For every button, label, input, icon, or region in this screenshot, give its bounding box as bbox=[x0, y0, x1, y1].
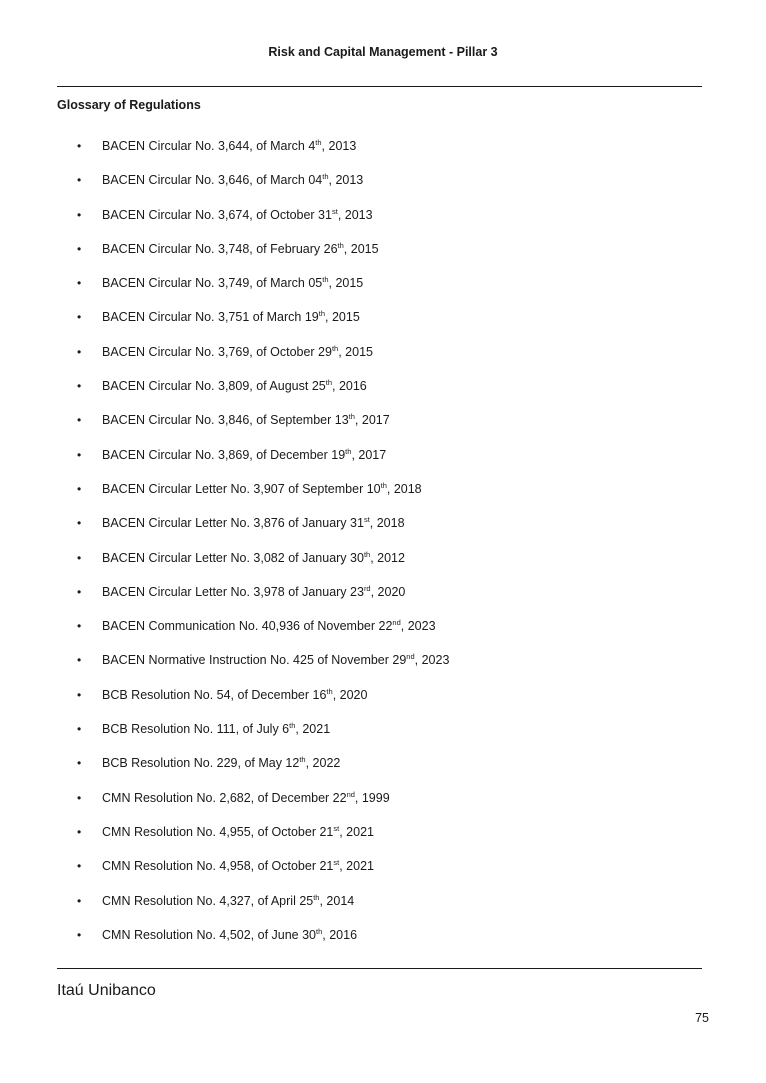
ordinal-suffix: th bbox=[348, 412, 355, 422]
ordinal-suffix: st bbox=[333, 858, 340, 868]
regulation-year: , 2018 bbox=[369, 516, 405, 531]
regulation-text bbox=[102, 515, 405, 531]
regulation-name: BACEN Circular No. 3,646, of March 04 bbox=[102, 173, 323, 188]
regulation-text bbox=[102, 721, 330, 737]
regulation-name: BACEN Circular No. 3,751 of March 19 bbox=[102, 310, 319, 325]
regulation-name: CMN Resolution No. 4,958, of October 21 bbox=[102, 859, 334, 874]
regulation-text bbox=[102, 275, 363, 291]
bullet-icon: • bbox=[77, 893, 82, 908]
bullet-icon: • bbox=[77, 139, 82, 153]
regulation-text bbox=[102, 378, 367, 394]
regulation-name: CMN Resolution No. 4,502, of June 30 bbox=[102, 927, 317, 942]
regulation-year: , 2023 bbox=[400, 619, 436, 634]
regulation-year: , 2022 bbox=[305, 756, 341, 771]
regulation-text bbox=[102, 412, 390, 428]
regulation-name: BACEN Circular No. 3,809, of August 25 bbox=[102, 379, 326, 394]
bullet-icon: • bbox=[77, 619, 82, 634]
regulation-text bbox=[102, 309, 360, 325]
regulation-text bbox=[102, 241, 379, 257]
regulation-name: BACEN Circular Letter No. 3,978 of January 23 bbox=[102, 584, 364, 599]
regulation-name: BCB Resolution No. 229, of May 12 bbox=[102, 756, 300, 771]
footer-divider bbox=[57, 968, 702, 969]
regulation-text bbox=[102, 172, 363, 188]
regulation-name: BACEN Circular Letter No. 3,082 of January 30 bbox=[102, 550, 364, 565]
bullet-icon: • bbox=[77, 447, 82, 462]
regulation-text bbox=[102, 652, 449, 668]
regulation-text bbox=[102, 858, 374, 874]
ordinal-suffix: st bbox=[333, 823, 340, 833]
regulation-year: , 2021 bbox=[295, 722, 331, 737]
regulation-year: , 2021 bbox=[339, 859, 374, 874]
regulation-year: , 2015 bbox=[343, 241, 379, 256]
ordinal-suffix: st bbox=[331, 206, 338, 216]
regulation-year: , 2020 bbox=[332, 687, 368, 702]
bullet-icon: • bbox=[77, 653, 82, 668]
regulation-text bbox=[102, 481, 422, 497]
ordinal-suffix: th bbox=[313, 892, 320, 902]
regulation-year: , 2014 bbox=[319, 893, 355, 908]
ordinal-suffix: nd bbox=[406, 652, 415, 662]
document-title: Risk and Capital Management - Pillar 3 bbox=[268, 45, 498, 59]
ordinal-suffix: th bbox=[325, 378, 332, 388]
section-heading: Glossary of Regulations bbox=[57, 98, 201, 112]
regulation-name: BCB Resolution No. 54, of December 16 bbox=[102, 687, 327, 702]
regulation-year: , 2017 bbox=[354, 413, 390, 428]
bullet-icon: • bbox=[77, 516, 82, 531]
regulation-text bbox=[102, 755, 340, 771]
regulation-text bbox=[102, 138, 356, 154]
bullet-icon: • bbox=[77, 344, 82, 359]
bullet-icon: • bbox=[77, 722, 82, 737]
bullet-icon: • bbox=[77, 379, 82, 394]
regulation-name: CMN Resolution No. 4,327, of April 25 bbox=[102, 893, 314, 908]
regulation-year: , 2013 bbox=[328, 173, 364, 188]
ordinal-suffix: nd bbox=[392, 618, 401, 628]
ordinal-suffix: th bbox=[322, 275, 329, 285]
regulation-name: BACEN Normative Instruction No. 425 of November 29 bbox=[102, 653, 407, 668]
bullet-icon: • bbox=[77, 927, 82, 942]
ordinal-suffix: th bbox=[318, 309, 326, 319]
regulation-name: BCB Resolution No. 111, of July 6 bbox=[102, 722, 290, 737]
regulation-year: , 1999 bbox=[354, 790, 390, 805]
regulation-name: CMN Resolution No. 2,682, of December 22 bbox=[102, 790, 347, 805]
regulation-year: , 2018 bbox=[386, 481, 422, 496]
ordinal-suffix: th bbox=[299, 755, 306, 765]
ordinal-suffix: th bbox=[316, 926, 323, 936]
regulation-text bbox=[102, 824, 374, 840]
bullet-icon: • bbox=[77, 859, 82, 874]
bullet-icon: • bbox=[77, 756, 82, 771]
ordinal-suffix: th bbox=[326, 686, 333, 696]
regulation-name: CMN Resolution No. 4,955, of October 21 bbox=[102, 824, 334, 839]
regulation-name: BACEN Circular No. 3,644, of March 4 bbox=[102, 139, 316, 153]
ordinal-suffix: th bbox=[322, 172, 329, 182]
ordinal-suffix: nd bbox=[346, 789, 355, 799]
regulation-year: , 2015 bbox=[325, 310, 360, 325]
bullet-icon: • bbox=[77, 173, 82, 188]
ordinal-suffix: th bbox=[363, 549, 371, 559]
regulation-text bbox=[102, 344, 373, 360]
regulation-name: BACEN Circular No. 3,749, of March 05 bbox=[102, 276, 323, 291]
bullet-icon: • bbox=[77, 584, 82, 599]
ordinal-suffix: st bbox=[363, 515, 370, 525]
regulation-text bbox=[102, 584, 405, 600]
regulation-name: BACEN Circular No. 3,769, of October 29 bbox=[102, 344, 332, 359]
regulation-name: BACEN Circular No. 3,869, of December 19 bbox=[102, 447, 346, 462]
ordinal-suffix: th bbox=[337, 240, 344, 250]
regulation-text bbox=[102, 927, 357, 943]
page-number: 75 bbox=[695, 1011, 709, 1025]
bullet-icon: • bbox=[77, 207, 82, 222]
bullet-icon: • bbox=[77, 413, 82, 428]
regulation-year: , 2013 bbox=[337, 207, 373, 222]
regulation-text bbox=[102, 207, 373, 223]
regulation-text bbox=[102, 447, 386, 463]
bullet-icon: • bbox=[77, 481, 82, 496]
regulation-text bbox=[102, 550, 405, 566]
ordinal-suffix: th bbox=[331, 343, 339, 353]
regulation-text bbox=[102, 618, 436, 634]
regulation-name: BACEN Circular Letter No. 3,876 of January 31 bbox=[102, 516, 364, 531]
regulation-name: BACEN Communication No. 40,936 of November 22 bbox=[102, 619, 393, 634]
regulation-text bbox=[102, 790, 390, 806]
regulation-year: , 2015 bbox=[338, 344, 373, 359]
ordinal-suffix: rd bbox=[363, 583, 371, 593]
regulation-year: , 2017 bbox=[351, 447, 387, 462]
ordinal-suffix: th bbox=[289, 721, 296, 731]
bullet-icon: • bbox=[77, 241, 82, 256]
company-name: Itaú Unibanco bbox=[57, 982, 156, 999]
bullet-icon: • bbox=[77, 824, 82, 839]
regulation-year: , 2021 bbox=[339, 824, 374, 839]
regulation-year: , 2013 bbox=[321, 139, 357, 153]
bullet-icon: • bbox=[77, 310, 82, 325]
regulation-name: BACEN Circular No. 3,748, of February 26 bbox=[102, 241, 338, 256]
regulation-year: , 2015 bbox=[328, 276, 364, 291]
regulation-year: , 2016 bbox=[332, 379, 367, 394]
bullet-icon: • bbox=[77, 276, 82, 291]
regulation-name: BACEN Circular Letter No. 3,907 of September 10 bbox=[102, 481, 381, 496]
regulation-year: , 2020 bbox=[370, 584, 406, 599]
regulation-year: , 2012 bbox=[370, 550, 405, 565]
ordinal-suffix: th bbox=[345, 446, 352, 456]
regulation-text bbox=[102, 687, 367, 703]
bullet-icon: • bbox=[77, 550, 82, 565]
regulation-year: , 2023 bbox=[414, 653, 450, 668]
regulation-text bbox=[102, 893, 354, 909]
bullet-icon: • bbox=[77, 687, 82, 702]
regulation-name: BACEN Circular No. 3,674, of October 31 bbox=[102, 207, 332, 222]
regulation-year: , 2016 bbox=[322, 927, 358, 942]
bullet-icon: • bbox=[77, 790, 82, 805]
regulation-name: BACEN Circular No. 3,846, of September 13 bbox=[102, 413, 349, 428]
ordinal-suffix: th bbox=[380, 480, 387, 490]
header-divider bbox=[57, 86, 702, 87]
ordinal-suffix: th bbox=[315, 138, 322, 147]
